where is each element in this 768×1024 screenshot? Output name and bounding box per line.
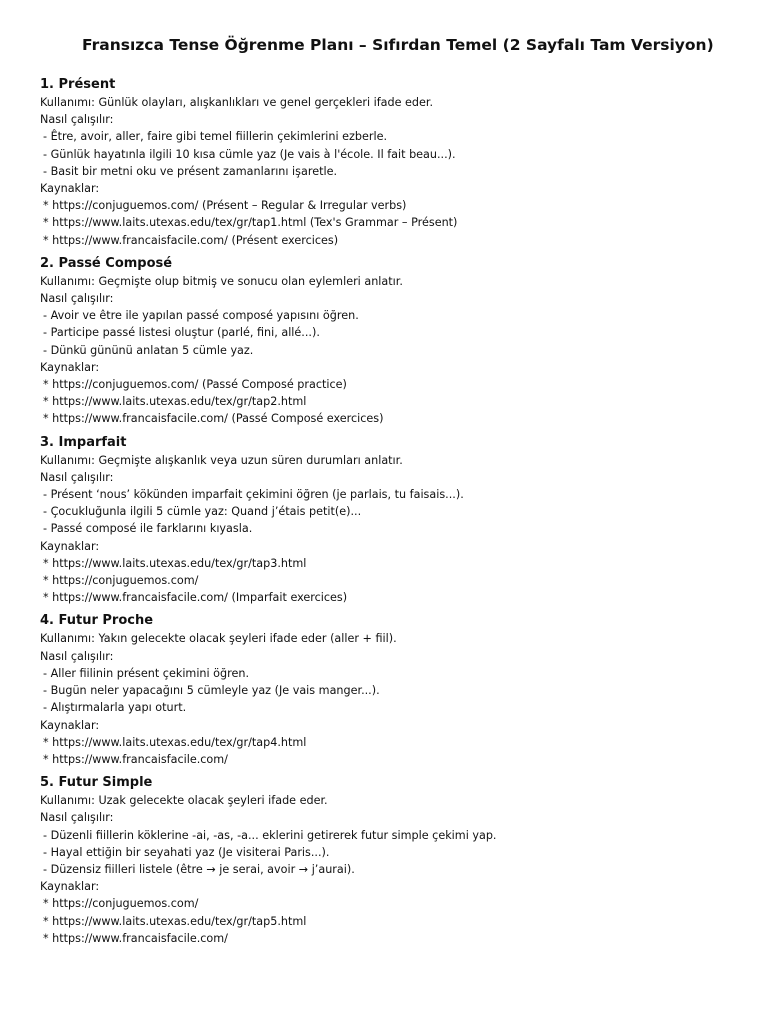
study-step: - Günlük hayatınla ilgili 10 kısa cümle yaz (Je vais à l'école. Il fait beau...). <box>43 147 456 161</box>
sources-label: Kaynaklar: <box>40 880 100 894</box>
study-step: - Passé composé ile farklarını kıyasla. <box>43 522 253 536</box>
page-title: Fransızca Tense Öğrenme Planı – Sıfırdan Temel (2 Sayfalı Tam Versiyon) <box>82 36 714 54</box>
source-link[interactable]: * https://www.laits.utexas.edu/tex/gr/tap1.html (Tex's Grammar – Présent) <box>43 216 458 230</box>
study-step: - Düzensiz fiilleri listele (être → je serai, avoir → j’aurai). <box>43 862 355 876</box>
section-heading: 3. Imparfait <box>40 434 127 450</box>
study-step: - Participe passé listesi oluştur (parlé, fini, allé...). <box>43 326 320 340</box>
sources-label: Kaynaklar: <box>40 718 100 732</box>
source-link[interactable]: * https://www.francaisfacile.com/ (Imparfait exercices) <box>43 591 348 605</box>
source-link[interactable]: * https://www.laits.utexas.edu/tex/gr/tap4.html <box>43 735 307 749</box>
tense-section <box>40 255 740 428</box>
source-link[interactable]: * https://conjuguemos.com/ (Présent – Regular & Irregular verbs) <box>43 199 407 213</box>
how-to-study-label: Nasıl çalışılır: <box>40 292 114 306</box>
how-to-study-label: Nasıl çalışılır: <box>40 811 114 825</box>
section-heading: 5. Futur Simple <box>40 775 153 791</box>
sources-label: Kaynaklar: <box>40 360 100 374</box>
how-to-study-label: Nasıl çalışılır: <box>40 470 114 484</box>
section-heading: 2. Passé Composé <box>40 255 173 271</box>
usage-text: Kullanımı: Yakın gelecekte olacak şeyleri ifade eder (aller + fiil). <box>40 632 397 646</box>
source-link[interactable]: * https://conjuguemos.com/ <box>43 574 199 588</box>
study-step: - Avoir ve être ile yapılan passé composé yapısını öğren. <box>43 309 359 323</box>
how-to-study-label: Nasıl çalışılır: <box>40 649 114 663</box>
study-step: - Alıştırmalarla yapı oturt. <box>43 701 187 715</box>
sections-container <box>40 76 740 953</box>
tense-section <box>40 434 740 607</box>
study-step: - Bugün neler yapacağını 5 cümleyle yaz (Je vais manger...). <box>43 684 380 698</box>
source-link[interactable]: * https://www.laits.utexas.edu/tex/gr/tap2.html <box>43 395 307 409</box>
study-step: - Aller fiilinin présent çekimini öğren. <box>43 666 250 680</box>
tense-section <box>40 612 740 768</box>
source-link[interactable]: * https://conjuguemos.com/ <box>43 897 199 911</box>
sources-label: Kaynaklar: <box>40 539 100 553</box>
study-step: - Hayal ettiğin bir seyahati yaz (Je visiterai Paris...). <box>43 845 330 859</box>
source-link[interactable]: * https://www.francaisfacile.com/ <box>43 931 228 945</box>
tense-section <box>40 76 740 249</box>
usage-text: Kullanımı: Günlük olayları, alışkanlıkları ve genel gerçekleri ifade eder. <box>40 96 434 109</box>
usage-text: Kullanımı: Geçmişte alışkanlık veya uzun süren durumları anlatır. <box>40 453 403 467</box>
study-step: - Çocukluğunla ilgili 5 cümle yaz: Quand j’étais petit(e)... <box>43 505 362 519</box>
source-link[interactable]: * https://www.francaisfacile.com/ <box>43 752 228 766</box>
how-to-study-label: Nasıl çalışılır: <box>40 113 114 127</box>
source-link[interactable]: * https://conjuguemos.com/ (Passé Composé practice) <box>43 378 347 392</box>
study-step: - Être, avoir, aller, faire gibi temel fiillerin çekimlerini ezberle. <box>43 130 388 144</box>
usage-text: Kullanımı: Uzak gelecekte olacak şeyleri ifade eder. <box>40 794 328 808</box>
section-heading: 4. Futur Proche <box>40 613 154 629</box>
study-step: - Basit bir metni oku ve présent zamanlarını işaretle. <box>43 164 338 178</box>
usage-text: Kullanımı: Geçmişte olup bitmiş ve sonucu olan eylemleri anlatır. <box>40 274 403 288</box>
source-link[interactable]: * https://www.francaisfacile.com/ (Présent exercices) <box>43 233 339 247</box>
sources-label: Kaynaklar: <box>40 182 100 196</box>
source-link[interactable]: * https://www.francaisfacile.com/ (Passé Composé exercices) <box>43 412 384 426</box>
section-heading: 1. Présent <box>40 77 116 92</box>
study-step: - Düzenli fiillerin köklerine -ai, -as, -a... eklerini getirerek futur simple çekimi yap. <box>43 828 497 842</box>
tense-section <box>40 774 740 947</box>
source-link[interactable]: * https://www.laits.utexas.edu/tex/gr/tap5.html <box>43 914 307 928</box>
study-step: - Présent ‘nous’ kökünden imparfait çekimini öğren (je parlais, tu faisais...). <box>43 488 464 502</box>
source-link[interactable]: * https://www.laits.utexas.edu/tex/gr/tap3.html <box>43 556 307 570</box>
study-step: - Dünkü gününü anlatan 5 cümle yaz. <box>43 343 254 357</box>
